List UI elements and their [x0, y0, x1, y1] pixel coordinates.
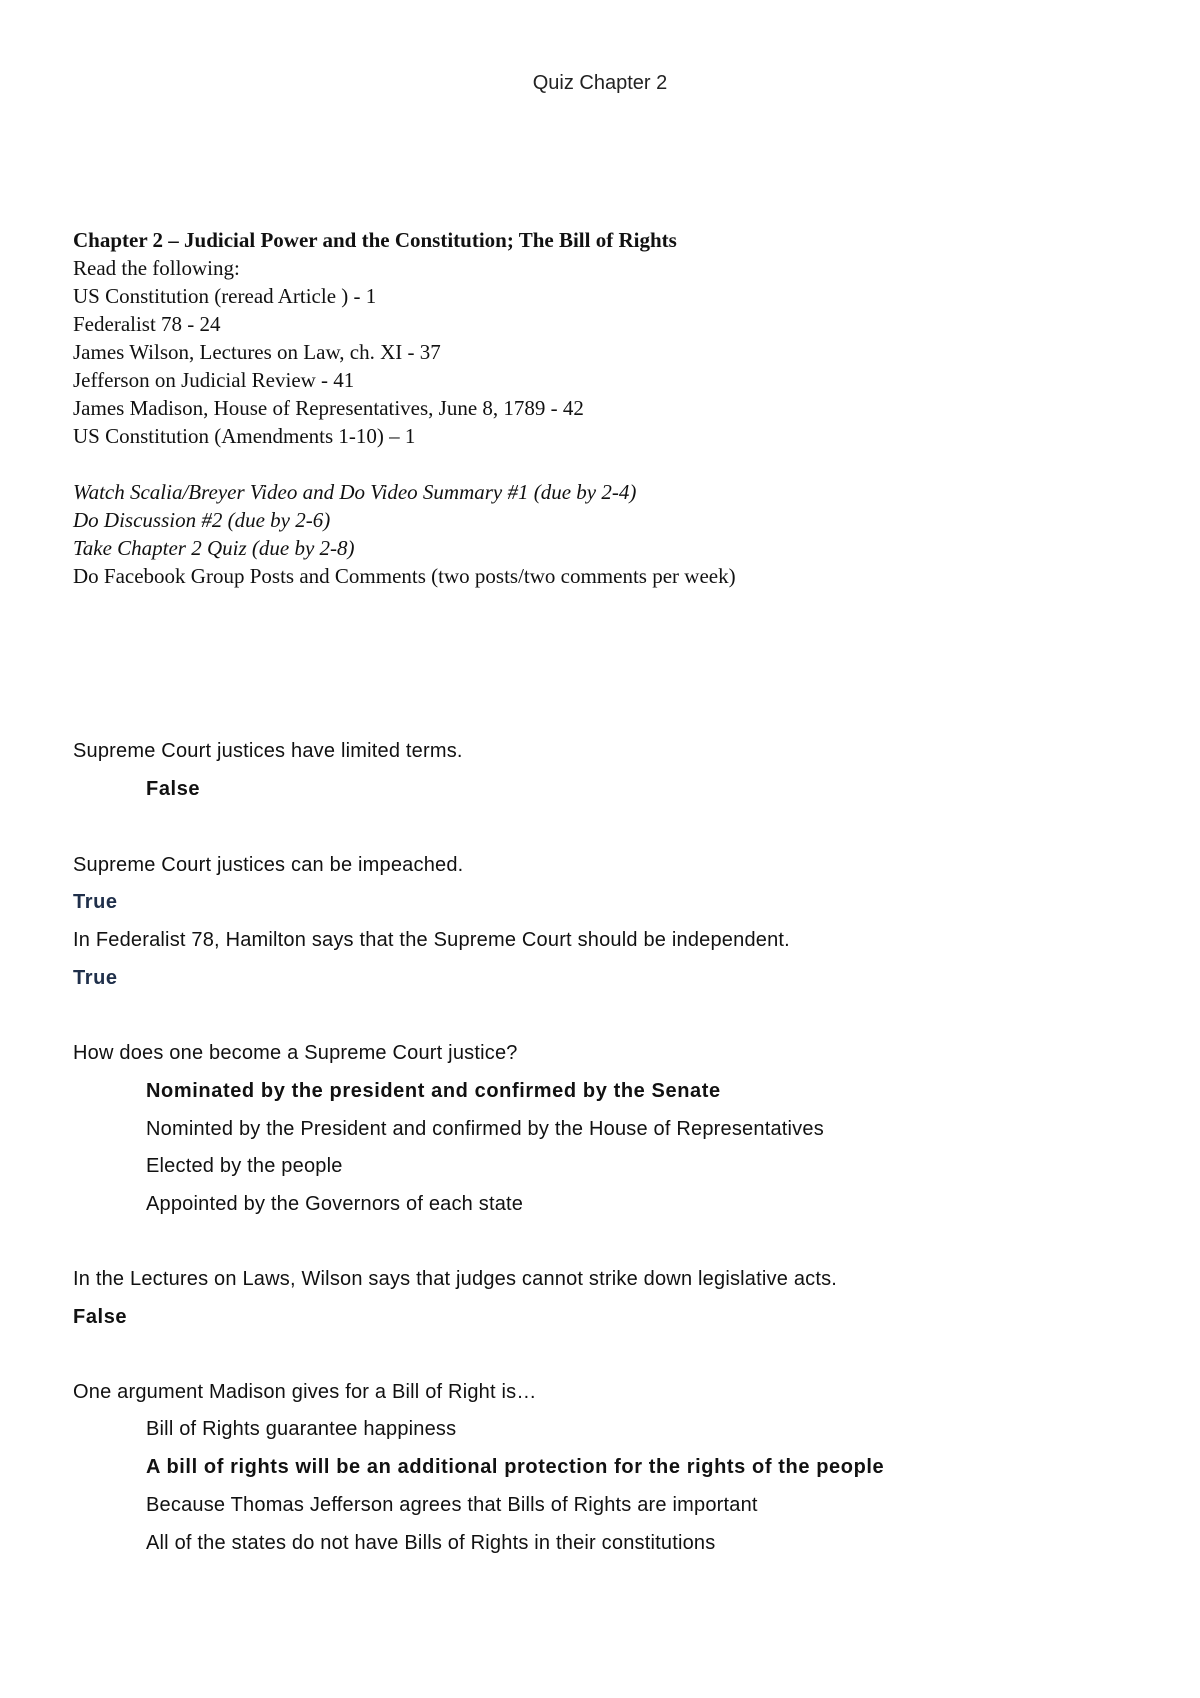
answer-1: False [146, 778, 201, 800]
reading-item: James Wilson, Lectures on Law, ch. XI - 37 [73, 340, 441, 364]
option: Appointed by the Governors of each state [146, 1193, 524, 1215]
option: Elected by the people [146, 1155, 343, 1177]
option: Nominted by the President and confirmed by the House of Representatives [146, 1118, 824, 1140]
reading-item: James Madison, House of Representatives, June 8, 1789 - 42 [73, 396, 584, 420]
reading-item: Jefferson on Judicial Review - 41 [73, 368, 355, 392]
spacer [73, 450, 736, 478]
question-2: Supreme Court justices can be impeached. [73, 854, 464, 876]
reading-intro: Read the following: [73, 256, 240, 280]
syllabus-block [73, 226, 736, 590]
option-correct: A bill of rights will be an additional protection for the rights of the people [146, 1456, 885, 1478]
reading-item: US Constitution (reread Article ) - 1 [73, 284, 377, 308]
task-item: Take Chapter 2 Quiz (due by 2-8) [73, 536, 355, 560]
option: Bill of Rights guarantee happiness [146, 1418, 457, 1440]
reading-item: Federalist 78 - 24 [73, 312, 221, 336]
question-1: Supreme Court justices have limited terms. [73, 740, 463, 762]
answer-5: False [73, 1306, 128, 1328]
option: Because Thomas Jefferson agrees that Bills of Rights are important [146, 1494, 758, 1516]
page-header: Quiz Chapter 2 [532, 72, 668, 94]
reading-item: US Constitution (Amendments 1-10) – 1 [73, 424, 416, 448]
task-item: Do Facebook Group Posts and Comments (two posts/two comments per week) [73, 564, 736, 588]
question-3: In Federalist 78, Hamilton says that the Supreme Court should be independent. [73, 929, 790, 951]
question-5: In the Lectures on Laws, Wilson says that judges cannot strike down legislative acts. [73, 1268, 838, 1290]
question-6: One argument Madison gives for a Bill of Right is… [73, 1381, 537, 1403]
task-item: Do Discussion #2 (due by 2-6) [73, 508, 331, 532]
chapter-title: Chapter 2 – Judicial Power and the Constitution; The Bill of Rights [73, 228, 677, 252]
task-item: Watch Scalia/Breyer Video and Do Video Summary #1 (due by 2-4) [73, 480, 637, 504]
answer-2: True [73, 891, 118, 913]
answer-3: True [73, 967, 118, 989]
option: All of the states do not have Bills of Rights in their constitutions [146, 1532, 716, 1554]
option-correct: Nominated by the president and confirmed by the Senate [146, 1080, 721, 1102]
question-4: How does one become a Supreme Court justice? [73, 1042, 518, 1064]
